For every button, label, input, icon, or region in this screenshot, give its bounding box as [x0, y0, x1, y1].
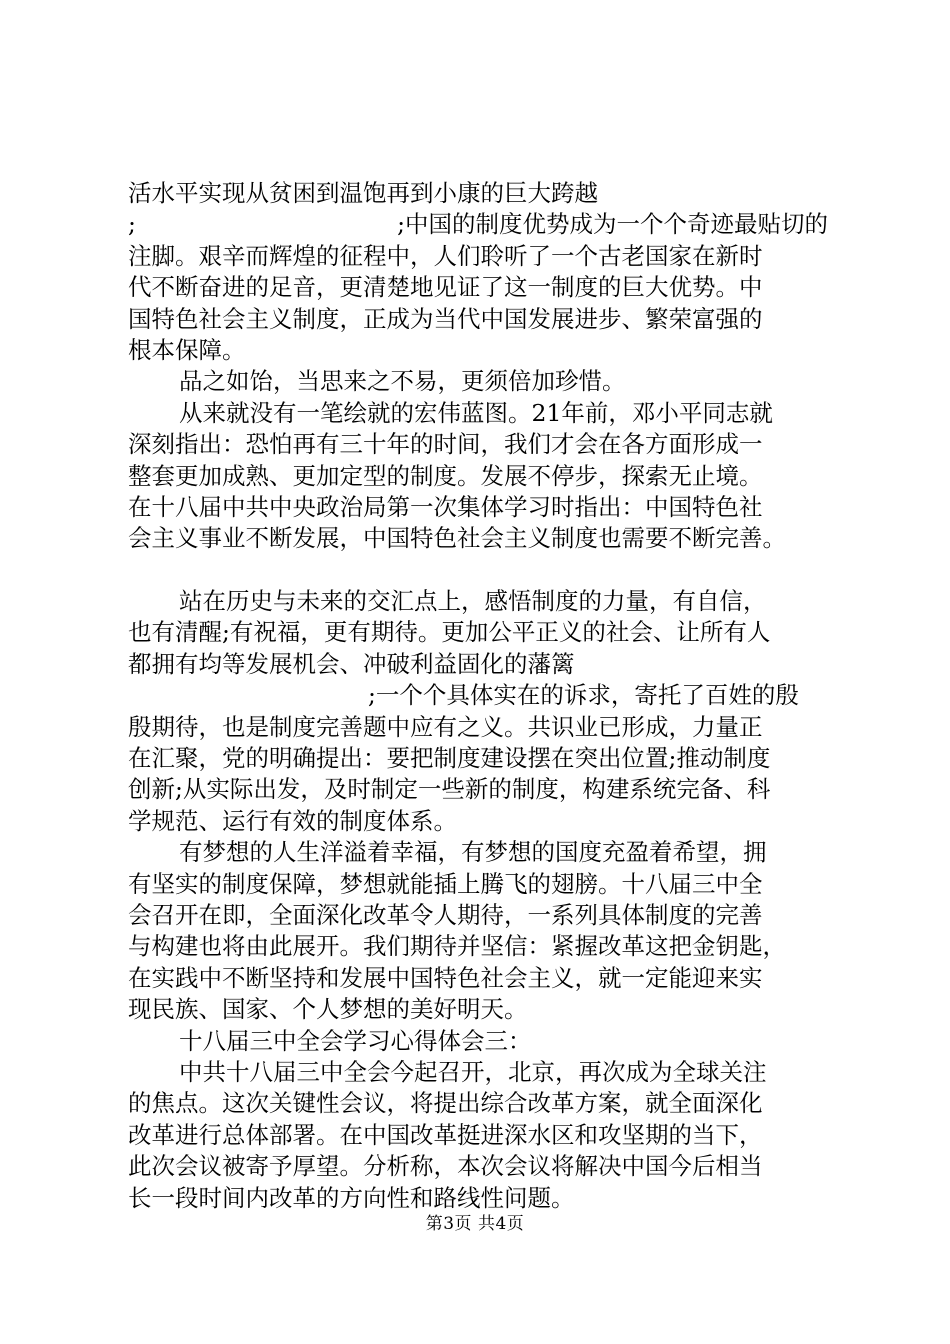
text-line: 深刻指出：恐怕再有三十年的时间，我们才会在各方面形成一 — [128, 430, 763, 459]
text-line: 国特色社会主义制度，正成为当代中国发展进步、繁荣富强的 — [128, 304, 763, 333]
text-line: 中共十八届三中全会今起召开，北京，再次成为全球关注 — [179, 1057, 767, 1086]
text-line: ;一个个具体实在的诉求，寄托了百姓的殷 — [368, 681, 799, 710]
text-line: 活水平实现从贫困到温饱再到小康的巨大跨越 — [128, 179, 598, 207]
text-line: 有坚实的制度保障，梦想就能插上腾飞的翅膀。十八届三中全 — [128, 869, 763, 898]
text-line: 现民族、国家、个人梦想的美好明天。 — [128, 995, 528, 1024]
text-line — [128, 209, 828, 240]
text-line: 殷期待，也是制度完善题中应有之义。共识业已形成，力量正 — [128, 712, 763, 741]
text-line: 代不断奋进的足音，更清楚地见证了这一制度的巨大优势。中 — [128, 273, 763, 302]
text-line: 根本保障。 — [128, 335, 246, 364]
text-line: 从来就没有一笔绘就的宏伟蓝图。21年前，邓小平同志就 — [179, 398, 773, 427]
text-line: 品之如饴，当思来之不易，更须倍加珍惜。 — [179, 367, 626, 396]
text-line: 学规范、运行有效的制度体系。 — [128, 806, 457, 835]
text-line: 长一段时间内改革的方向性和路线性问题。 — [128, 1183, 575, 1212]
text-line: 此次会议被寄予厚望。分析称，本次会议将解决中国今后相当 — [128, 1152, 763, 1181]
text-line: 的焦点。这次关键性会议，将提出综合改革方案，就全面深化 — [128, 1089, 763, 1118]
paragraph-gap — [128, 555, 828, 586]
semicolon-fragment: ; — [128, 210, 136, 239]
document-body — [128, 178, 828, 1214]
text-line: 改革进行总体部署。在中国改革挺进深水区和攻坚期的当下， — [128, 1120, 763, 1149]
text-line: 有梦想的人生洋溢着幸福，有梦想的国度充盈着希望，拥 — [179, 838, 767, 867]
text-line: 创新;从实际出发，及时制定一些新的制度，构建系统完备、科 — [128, 775, 771, 804]
text-line: 与构建也将由此展开。我们期待并坚信：紧握改革这把金钥匙， — [128, 932, 786, 961]
text-line: 在汇聚，党的明确提出：要把制度建设摆在突出位置;推动制度 — [128, 744, 771, 773]
text-line: 会主义事业不断发展，中国特色社会主义制度也需要不断完善。 — [128, 524, 786, 553]
text-line: 在十八届中共中央政治局第一次集体学习时指出：中国特色社 — [128, 492, 763, 521]
text-line: 会召开在即，全面深化改革令人期待，一系列具体制度的完善 — [128, 900, 763, 929]
text-line: 在实践中不断坚持和发展中国特色社会主义，就一定能迎来实 — [128, 963, 763, 992]
text-line: 站在历史与未来的交汇点上，感悟制度的力量，有自信， — [179, 587, 767, 616]
text-line: 整套更加成熟、更加定型的制度。发展不停步，探索无止境。 — [128, 461, 763, 490]
section-heading: 十八届三中全会学习心得体会三： — [179, 1026, 532, 1055]
text-line: 也有清醒;有祝福，更有期待。更加公平正义的社会、让所有人 — [128, 618, 771, 647]
text-line: 都拥有均等发展机会、冲破利益固化的藩篱 — [128, 649, 575, 678]
text-fragment: ;中国的制度优势成为一个个奇迹最贴切的 — [397, 210, 828, 239]
text-line: 注脚。艰辛而辉煌的征程中，人们聆听了一个古老国家在新时 — [128, 241, 763, 270]
page-number-footer: 第3页 共4页 — [425, 1214, 525, 1234]
